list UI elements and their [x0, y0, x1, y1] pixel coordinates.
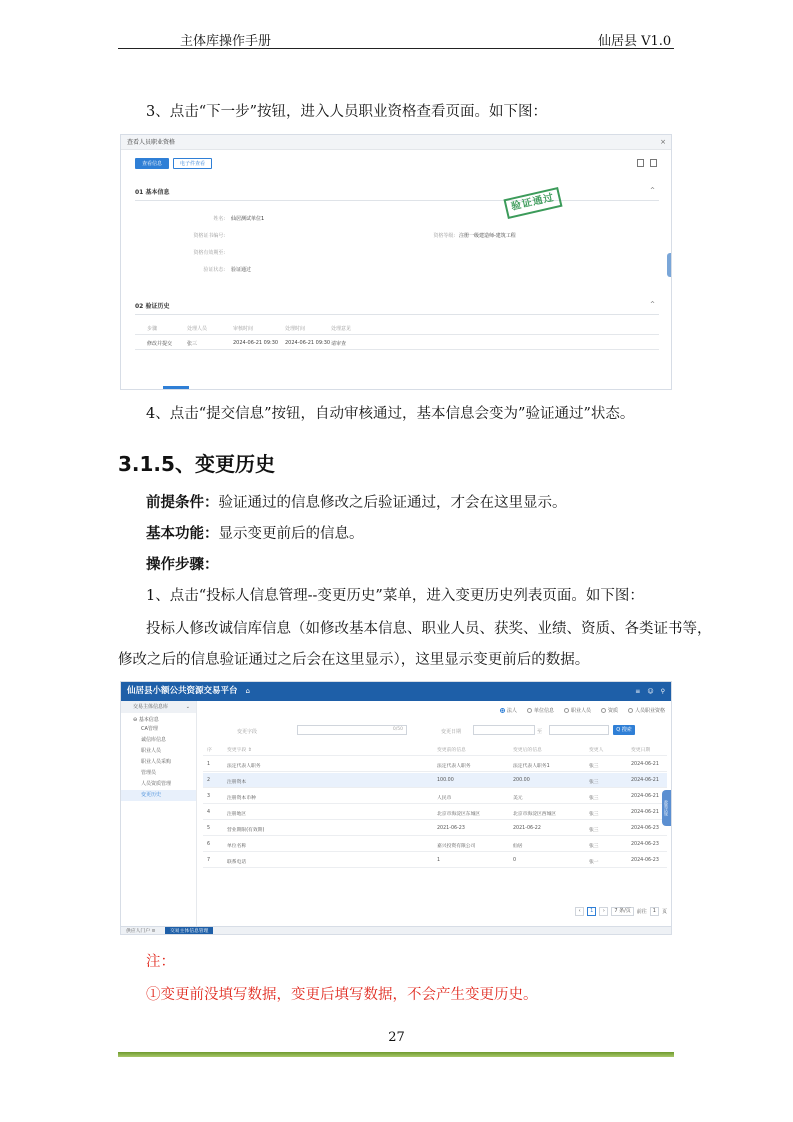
- cell: 5: [207, 826, 211, 831]
- section-heading: 3.1.5、变更历史: [118, 452, 275, 476]
- footer-rule: [118, 1052, 674, 1057]
- cell: 3: [207, 794, 211, 799]
- sidebar: [121, 701, 197, 926]
- cell: 人民币: [437, 796, 452, 801]
- type-radio-group: [500, 707, 665, 714]
- user-icon[interactable]: ☺: [647, 688, 654, 695]
- sidebar-item-staff[interactable]: 职业人员: [141, 748, 162, 754]
- field-value: 仙居测试单位1: [231, 216, 265, 222]
- basic-line: [146, 524, 364, 544]
- cell: 0: [513, 858, 517, 863]
- desc-line-1: 投标人修改诚信库信息（如修改基本信息、职业人员、获奖、业绩、资质、各类证书等，: [146, 621, 712, 637]
- sidebar-item-qualification[interactable]: 人员资质管理: [141, 781, 172, 787]
- history-cell: 2024-06-21 09:30: [233, 340, 279, 346]
- history-header: 处理意见: [331, 326, 352, 332]
- table-row[interactable]: [203, 773, 667, 788]
- radio-label: 法人: [506, 708, 517, 714]
- field-value: 验证通过: [231, 267, 252, 273]
- basic-label: 基本功能：: [146, 525, 219, 542]
- cell: 2: [207, 778, 211, 783]
- col-header: 变更前的信息: [437, 748, 466, 753]
- sidebar-item-admin[interactable]: 管理员: [141, 770, 157, 776]
- cell: 张三: [589, 828, 599, 833]
- table-row[interactable]: [203, 821, 667, 836]
- side-handle[interactable]: [667, 253, 672, 277]
- note-text: ①变更前没填写数据，变更后填写数据，不会产生变更历史。: [146, 987, 538, 1003]
- cell: 张一: [589, 860, 599, 865]
- cell: 法定代表人职务: [437, 764, 471, 769]
- field-label: 资格证书编号:: [193, 233, 225, 239]
- bottom-tab-management[interactable]: 交易主体信息管理: [165, 927, 213, 935]
- radio-option[interactable]: [564, 707, 591, 714]
- goto-label: 前往: [636, 909, 647, 915]
- radio-dot: [564, 708, 569, 713]
- date-end-input[interactable]: [549, 725, 609, 735]
- goto-page-input[interactable]: 1: [650, 907, 659, 916]
- settings-icon[interactable]: ⚲: [660, 688, 665, 695]
- history-cell: 张三: [187, 341, 198, 347]
- history-header: 处理人员: [187, 326, 208, 332]
- history-cell: 修改并提交: [147, 341, 173, 347]
- cell: 2021-06-23: [437, 826, 465, 831]
- radio-option[interactable]: [527, 707, 554, 714]
- cell: 张三: [589, 764, 599, 769]
- col-header: 变更日期: [631, 748, 651, 753]
- section-history-title: 02 验证历史: [135, 303, 170, 310]
- cell: 单位名称: [227, 844, 247, 849]
- cell: 仙居: [513, 844, 523, 849]
- table-divider: [135, 349, 659, 350]
- tab-view-info[interactable]: 查看信息: [135, 158, 169, 169]
- header-rule: [118, 48, 674, 49]
- steps-label: 操作步骤：: [146, 556, 219, 573]
- radio-dot: [628, 708, 633, 713]
- step1-text: 1、点击“投标人信息管理--变更历史”菜单，进入变更历史列表页面。如下图：: [146, 588, 644, 604]
- table-divider: [135, 334, 659, 335]
- platform-topbar: [121, 682, 671, 701]
- field-label: 姓名:: [213, 216, 225, 222]
- cell: 美元: [513, 796, 523, 801]
- history-header: 处理时间: [285, 326, 306, 332]
- radio-option[interactable]: [628, 707, 665, 714]
- sidebar-item-staff-purchase[interactable]: 职业人员采购: [141, 759, 172, 765]
- bottom-tab-portal[interactable]: 供应人门户 ⊙: [126, 929, 156, 934]
- floating-policy-tab[interactable]: 政策法规: [662, 790, 671, 826]
- cell: 4: [207, 810, 211, 815]
- col-header: 变更人: [589, 748, 604, 753]
- cell: 2024-06-21: [631, 778, 659, 783]
- home-icon[interactable]: ⌂: [245, 687, 250, 695]
- radio-label: 资质: [607, 708, 618, 714]
- table-row[interactable]: [203, 805, 667, 820]
- cell: 6: [207, 842, 211, 847]
- search-button[interactable]: Q 搜索: [613, 725, 635, 735]
- radio-label: 职业人员: [570, 708, 591, 714]
- cell: 100.00: [437, 778, 454, 783]
- cell: 2024-06-21: [631, 794, 659, 799]
- cell: 联系电话: [227, 860, 247, 865]
- main-content: [197, 701, 672, 926]
- cell: 2024-06-23: [631, 842, 659, 847]
- next-page-button[interactable]: ›: [599, 907, 608, 916]
- page-size-select[interactable]: 7 条/页: [611, 907, 633, 916]
- field-label: 变更字段: [237, 729, 258, 735]
- platform-title: 仙居县小额公共资源交易平台: [127, 686, 238, 696]
- table-row[interactable]: [203, 757, 667, 772]
- pagination: [575, 907, 667, 916]
- section-basic-info: [135, 187, 659, 201]
- radio-dot: [500, 708, 505, 713]
- field-label: 验证状态:: [203, 267, 225, 273]
- history-header: 步骤: [147, 326, 158, 332]
- step3-text: 3、点击“下一步”按钮，进入人员职业资格查看页面。如下图：: [146, 104, 548, 120]
- cell: 1: [207, 762, 211, 767]
- section-history: [135, 301, 659, 315]
- chevron-down-icon: ⌄: [185, 704, 190, 710]
- cell: 注册资本币种: [227, 796, 256, 801]
- cell: 法定代表人职务1: [513, 764, 550, 769]
- cell: 2021-06-22: [513, 826, 541, 831]
- table-row[interactable]: [203, 837, 667, 852]
- field-label: 资格等级:: [433, 233, 455, 239]
- prev-page-button[interactable]: ‹: [575, 907, 584, 916]
- cell: 2024-06-23: [631, 826, 659, 831]
- page-number: 27: [388, 1030, 405, 1045]
- dialog-title-bar: [121, 135, 671, 150]
- page-unit-label: 页: [661, 909, 667, 915]
- cell: 法定代表人职务: [227, 764, 261, 769]
- desc-line-2: 修改之后的信息验证通过之后会在这里显示），这里显示变更前后的数据。: [118, 652, 590, 668]
- cell: 张三: [589, 812, 599, 817]
- sidebar-item-ca[interactable]: CA管理: [141, 726, 158, 732]
- print-icon[interactable]: [637, 159, 644, 167]
- cell: 2024-06-21: [631, 762, 659, 767]
- date-start-input[interactable]: [473, 725, 535, 735]
- prereq-line: [146, 493, 567, 513]
- col-header: 序: [207, 748, 212, 753]
- header-title: 主体库操作手册: [180, 34, 272, 49]
- table-row[interactable]: [203, 853, 667, 868]
- table-row[interactable]: [203, 789, 667, 804]
- radio-label: 单位信息: [533, 708, 554, 714]
- cell: 北京市海淀区东城区: [437, 812, 481, 817]
- cell: 张三: [589, 796, 599, 801]
- cell: 2024-06-23: [631, 858, 659, 863]
- verified-stamp: 验证通过: [503, 187, 562, 219]
- col-header[interactable]: 变更字段 ⇕: [227, 748, 252, 753]
- cell: 张三: [589, 780, 599, 785]
- export-icon[interactable]: [650, 159, 657, 167]
- cell: 1: [437, 858, 441, 863]
- screenshot-change-history: [120, 681, 672, 935]
- collapse-icon[interactable]: ^: [649, 301, 655, 308]
- radio-option[interactable]: [601, 707, 618, 714]
- sidebar-header-label: 交易主体信息库: [133, 704, 169, 710]
- page-number-button[interactable]: 1: [587, 907, 596, 916]
- sidebar-item-change-history[interactable]: 变更历史: [121, 790, 196, 801]
- radio-option[interactable]: [500, 707, 517, 714]
- note-label: 注：: [146, 954, 175, 970]
- sidebar-header[interactable]: [121, 701, 196, 713]
- field-value: 注册一级建造师-建筑工程: [459, 233, 516, 239]
- menu-icon[interactable]: ≡: [635, 688, 641, 695]
- dialog-title: 查看人员职业资格: [127, 139, 176, 146]
- sidebar-item-credit[interactable]: 诚信库信息: [141, 737, 167, 743]
- basic-text: 显示变更前后的信息。: [218, 526, 364, 542]
- screenshot-qualification: [120, 134, 672, 390]
- bottom-tab-bar: [121, 926, 672, 935]
- close-icon[interactable]: ×: [660, 138, 666, 146]
- cell: 嘉兴投资有限公司: [437, 844, 476, 849]
- cell: 200.00: [513, 778, 530, 783]
- collapse-icon[interactable]: ^: [649, 187, 655, 194]
- prereq-label: 前提条件：: [146, 494, 219, 511]
- cell: 2024-06-21: [631, 810, 659, 815]
- date-label: 变更日期: [441, 729, 462, 735]
- field-label: 资格有效期至:: [193, 250, 225, 256]
- cell: 注册资本: [227, 780, 247, 785]
- radio-dot: [527, 708, 532, 713]
- sidebar-group[interactable]: ⊖ 基本信息: [133, 717, 159, 723]
- date-to-label: 至: [537, 729, 543, 735]
- radio-label: 人员职业资格: [634, 708, 665, 714]
- field-input[interactable]: 0/50: [297, 725, 407, 735]
- cell: 注册地区: [227, 812, 247, 817]
- cell: 营业期限(有效期): [227, 828, 265, 833]
- history-cell: 请审查: [331, 341, 347, 347]
- col-header: 变更后的信息: [513, 748, 542, 753]
- cell: 北京市海淀区西城区: [513, 812, 557, 817]
- cell: 7: [207, 858, 211, 863]
- header-version: 仙居县 V1.0: [598, 34, 672, 49]
- history-cell: 2024-06-21 09:30: [285, 340, 331, 346]
- tab-attachment[interactable]: 电子件查看: [173, 158, 212, 169]
- step4-text: 4、点击“提交信息”按钮，自动审核通过，基本信息会变为”验证通过”状态。: [146, 406, 635, 422]
- prereq-text: 验证通过的信息修改之后验证通过，才会在这里显示。: [218, 495, 567, 511]
- table-header-row: [203, 741, 667, 756]
- cell: 张三: [589, 844, 599, 849]
- history-header: 审核时间: [233, 326, 254, 332]
- horizontal-scrollbar[interactable]: [163, 386, 189, 389]
- radio-dot: [601, 708, 606, 713]
- section-basic-title: 01 基本信息: [135, 189, 170, 196]
